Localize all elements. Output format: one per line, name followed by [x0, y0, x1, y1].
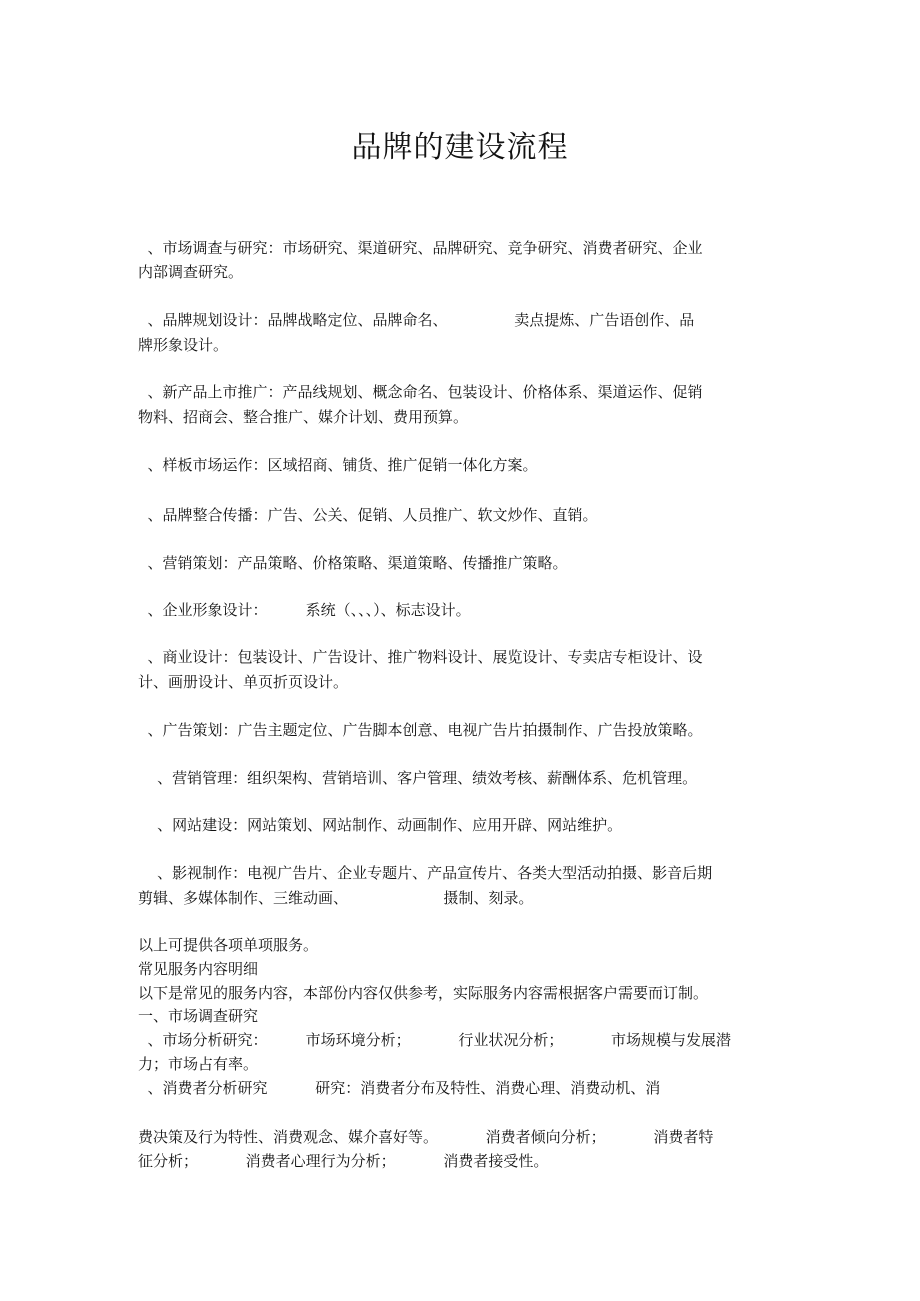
text-line: 、新产品上市推广：产品线规划、概念命名、包装设计、价格体系、渠道运作、促销 [138, 383, 703, 401]
text-line: 征分析； 消费者心理行为分析； 消费者接受性。 [138, 1152, 549, 1170]
text-line: 、商业设计：包装设计、广告设计、推广物料设计、展览设计、专卖店专柜设计、设 [138, 648, 703, 666]
text-line: 、样板市场运作：区域招商、铺货、推广促销一体化方案。 [138, 456, 538, 474]
text-line: 、网站建设：网站策划、网站制作、动画制作、应用开辟、网站维护。 [138, 816, 623, 834]
text-line: 牌形象设计。 [138, 336, 229, 354]
text-line: 以下是常见的服务内容，本部份内容仅供参考，实际服务内容需根据客户需要而订制。 [138, 984, 709, 1002]
text-line: 、广告策划：广告主题定位、广告脚本创意、电视广告片拍摄制作、广告投放策略。 [138, 721, 703, 739]
text-line: 费决策及行为特性、消费观念、媒介喜好等。 消费者倾向分析； 消费者特 [138, 1128, 714, 1146]
text-line: 、市场调查与研究：市场研究、渠道研究、品牌研究、竞争研究、消费者研究、企业 [138, 239, 703, 257]
text-line: 力；市场占有率。 [138, 1055, 259, 1073]
text-line: 计、画册设计、单页折页设计。 [138, 673, 349, 691]
text-line: 剪辑、多媒体制作、三维动画、 摄制、刻录。 [138, 889, 534, 907]
text-line: 以上可提供各项单项服务。 [138, 936, 319, 954]
text-line: 、品牌整合传播：广告、公关、促销、人员推广、软文炒作、直销。 [138, 506, 598, 524]
text-line: 一、市场调查研究 [138, 1007, 259, 1025]
text-line: 、市场分析研究： 市场环境分析； 行业状况分析； 市场规模与发展潜 [138, 1031, 732, 1049]
text-line: 内部调查研究。 [138, 263, 244, 281]
text-line: 、消费者分析研究 研究：消费者分布及特性、消费心理、消费动机、消 [138, 1079, 661, 1097]
text-line: 、影视制作：电视广告片、企业专题片、产品宣传片、各类大型活动拍摄、影音后期 [138, 864, 713, 882]
text-line: 、企业形象设计： 系统（、、、）、标志设计。 [138, 601, 471, 619]
text-line: 、营销管理：组织架构、营销培训、客户管理、绩效考核、薪酬体系、危机管理。 [138, 769, 698, 787]
text-line: 常见服务内容明细 [138, 960, 259, 978]
document-title: 品牌的建设流程 [351, 130, 569, 165]
text-line: 物料、招商会、整合推广、媒介计划、费用预算。 [138, 408, 469, 426]
text-line: 、品牌规划设计：品牌战略定位、品牌命名、 卖点提炼、广告语创作、品 [138, 311, 695, 329]
text-line: 、营销策划：产品策略、价格策略、渠道策略、传播推广策略。 [138, 554, 568, 572]
